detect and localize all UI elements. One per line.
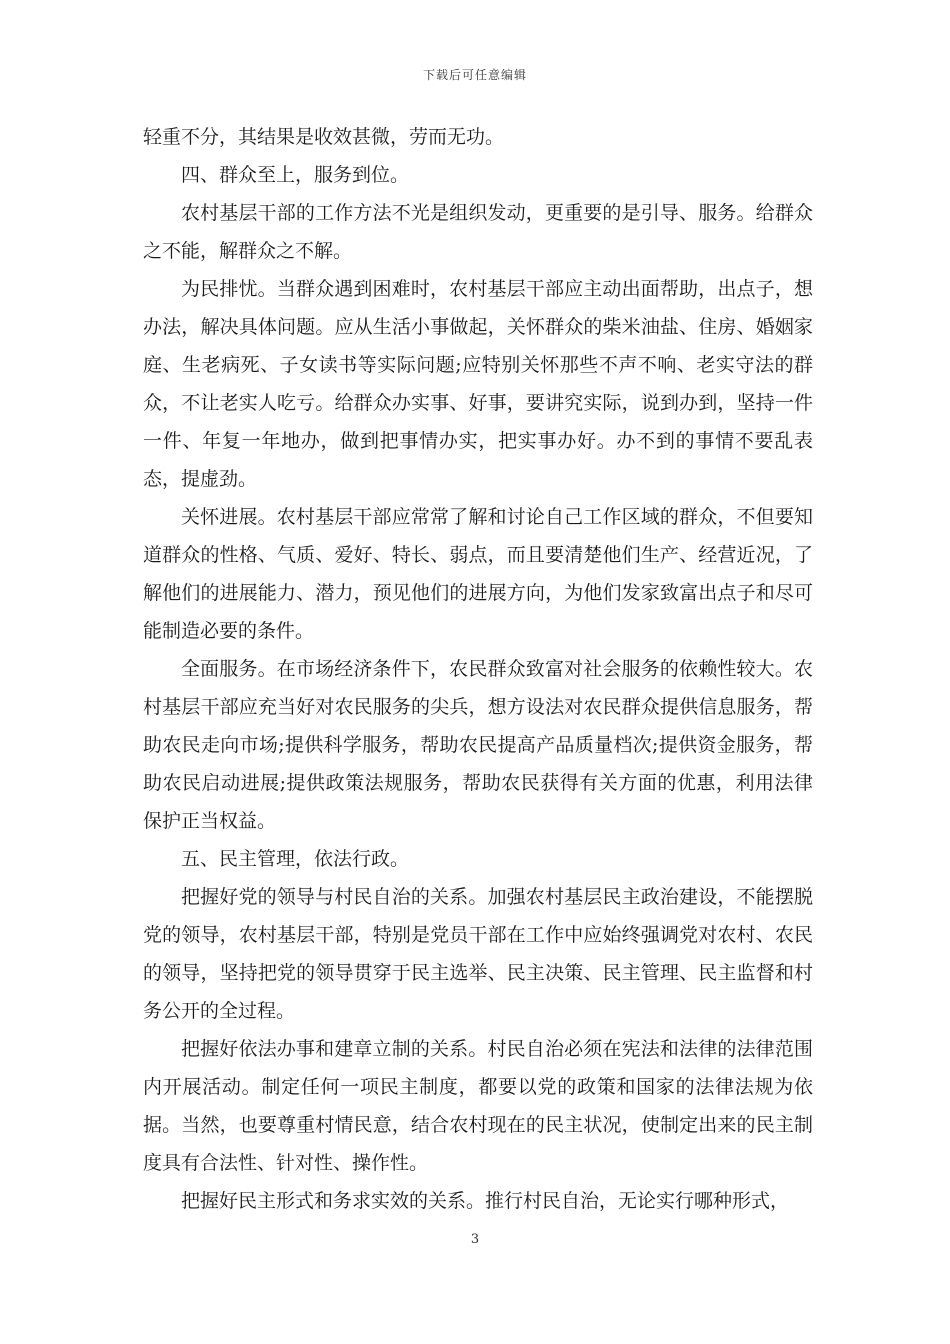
section-heading: 五、民主管理，依法行政。 [181, 848, 410, 870]
paragraph: 全面服务。在市场经济条件下，农民群众致富对社会服务的依赖性较大。农村基层干部应充当好对农民服务的尖兵，想方设法对农民群众提供信息服务，帮助农民走向市场;提供科学服务，帮助农民提高产品质量档次;提供资金服务，帮助农民启动进展;提供政策法规服务，帮助农民获得有关方面的优惠，利用法律保护正当权益。 [143, 658, 813, 832]
paragraph: 农村基层干部的工作方法不光是组织发动，更重要的是引导、服务。给群众之不能，解群众之不解。 [143, 202, 813, 262]
document-body [143, 118, 813, 1220]
page-number: 3 [470, 1232, 480, 1247]
paragraph: 把握好民主形式和务求实效的关系。推行村民自治，无论实行哪种形式， [181, 1190, 790, 1212]
paragraph: 关怀进展。农村基层干部应常常了解和讨论自己工作区域的群众，不但要知道群众的性格、气质、爱好、特长、弱点，而且要清楚他们生产、经营近况，了解他们的进展能力、潜力，预见他们的进展方向，为他们发家致富出点子和尽可能制造必要的条件。 [143, 506, 813, 642]
paragraph: 把握好依法办事和建章立制的关系。村民自治必须在宪法和法律的法律范围内开展活动。制定任何一项民主制度，都要以党的政策和国家的法律法规为依据。当然，也要尊重村情民意，结合农村现在的民主状况，使制定出来的民主制度具有合法性、针对性、操作性。 [143, 1038, 813, 1174]
paragraph: 把握好党的领导与村民自治的关系。加强农村基层民主政治建设，不能摆脱党的领导，农村基层干部，特别是党员干部在工作中应始终强调党对农村、农民的领导，坚持把党的领导贯穿于民主选举、民主决策、民主管理、民主监督和村务公开的全过程。 [143, 886, 813, 1022]
section-heading: 四、群众至上，服务到位。 [181, 164, 410, 186]
paragraph: 轻重不分，其结果是收效甚微，劳而无功。 [143, 126, 505, 148]
paragraph: 为民排忧。当群众遇到困难时，农村基层干部应主动出面帮助，出点子，想办法，解决具体问题。应从生活小事做起，关怀群众的柴米油盐、住房、婚姻家庭、生老病死、子女读书等实际问题;应特别关怀那些不声不响、老实守法的群众，不让老实人吃亏。给群众办实事、好事，要讲究实际，说到办到，坚持一件一件、年复一年地办，做到把事情办实，把实事办好。办不到的事情不要乱表态，提虚劲。 [143, 278, 813, 490]
page-header: 下载后可任意编辑 [422, 68, 527, 82]
